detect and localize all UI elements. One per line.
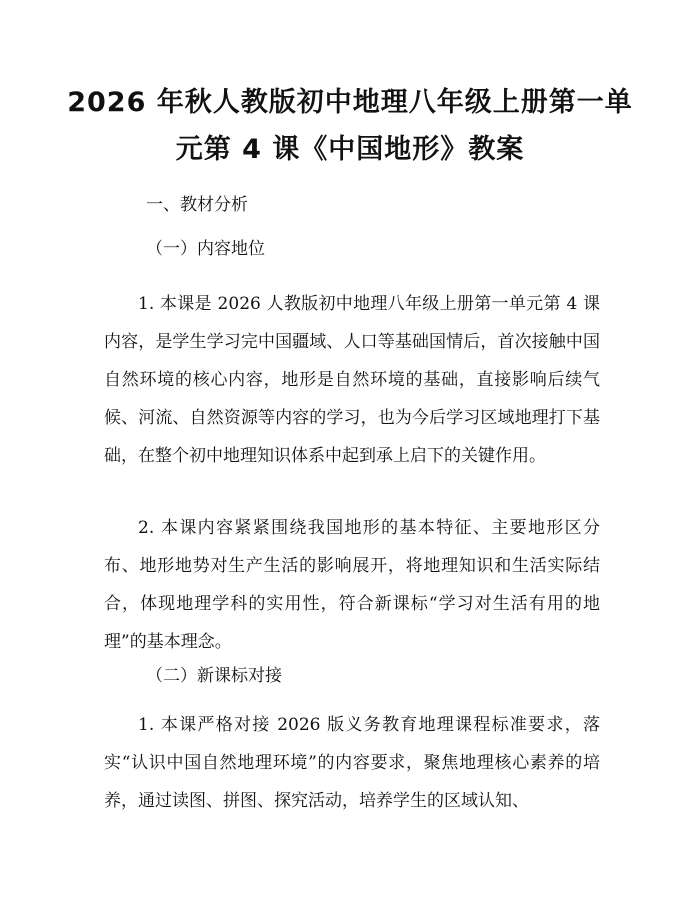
- paragraph-curriculum-alignment-1: 1. 本课严格对接 2026 版义务教育地理课程标准要求，落实“认识中国自然地理环境”的内容要求，聚焦地理核心素养的培养，通过读图、拼图、探究活动，培养学生的区域认知、: [104, 715, 600, 811]
- paragraph-content-position-2: 2. 本课内容紧紧围绕我国地形的基本特征、主要地形区分布、地形地势对生产生活的影响展开，将地理知识和生活实际结合，体现地理学科的实用性，符合新课标“学习对生活有用的地理”的基本理念。: [104, 518, 600, 652]
- subsection-heading-curriculum-alignment: （二）新课标对接: [146, 666, 282, 686]
- section-heading-textbook-analysis: 一、教材分析: [146, 195, 248, 215]
- document-title-line-2: 元第 4 课《中国地形》教案: [175, 134, 525, 165]
- paragraph-content-position-1: 1. 本课是 2026 人教版初中地理八年级上册第一单元第 4 课内容，是学生学习完中国疆域、人口等基础国情后，首次接触中国自然环境的核心内容，地形是自然环境的基础，直接影响后续气候、河流、自然资源等内容的学习，也为今后学习区域地理打下基础，在整个初中地理知识体系中起到承上启下的关键作用。: [104, 294, 600, 466]
- document-title-line-1: 2026 年秋人教版初中地理八年级上册第一单: [67, 87, 633, 118]
- subsection-heading-content-position: （一）内容地位: [146, 239, 265, 259]
